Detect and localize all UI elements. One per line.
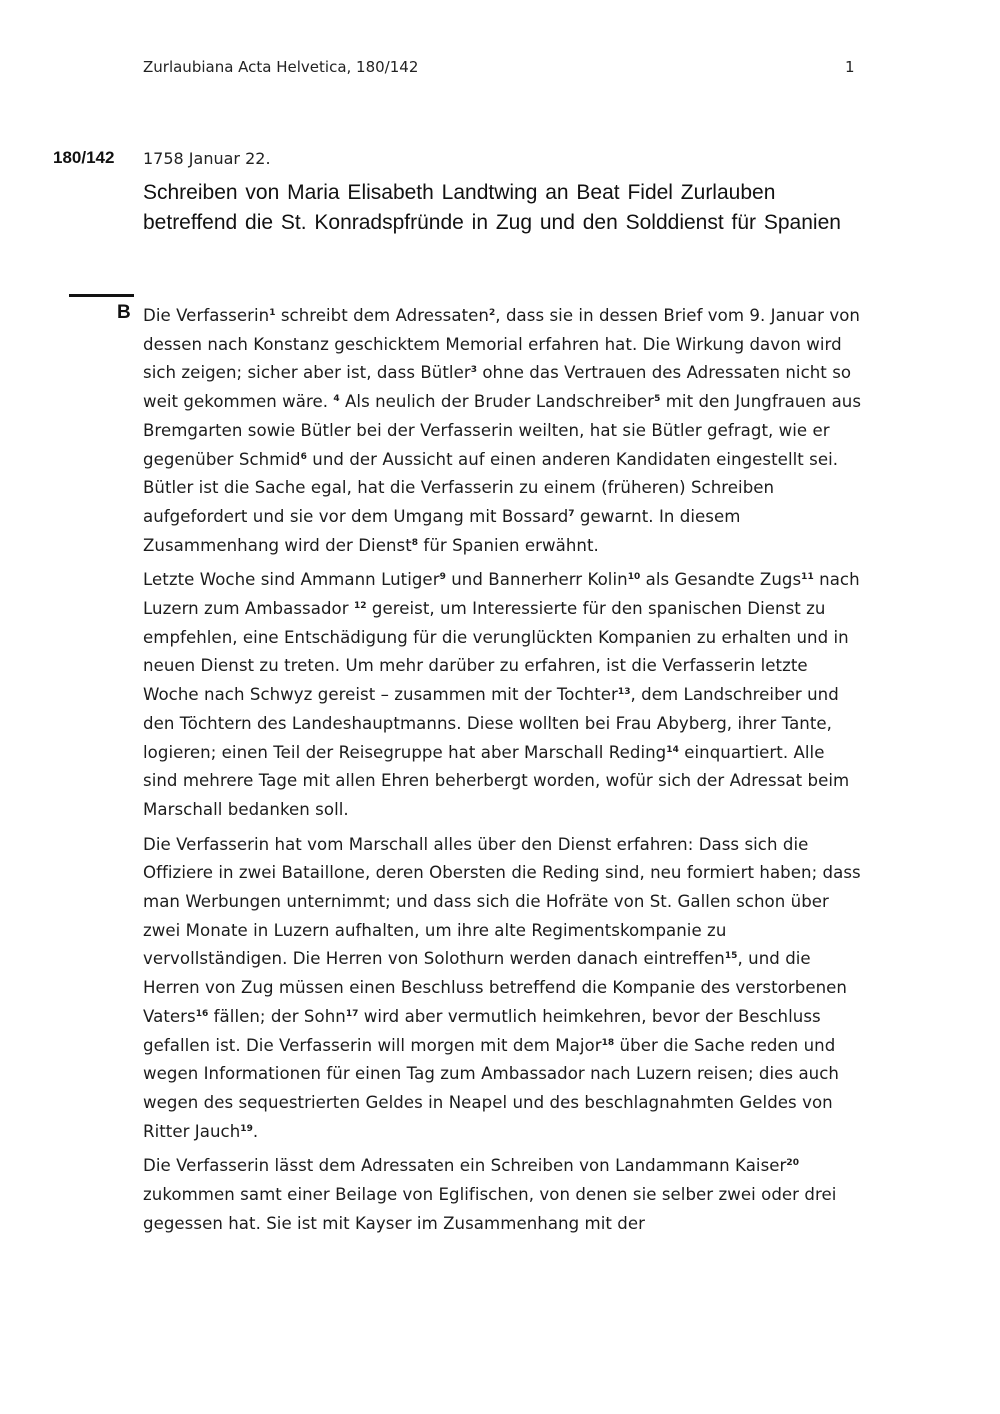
section-rule [69, 294, 134, 297]
text-run: mit den Jungfrauen aus Bremgarten sowie Bütler bei der Verfasserin weilten, hat sie Bütler gefragt, wie er gegenüber Schmid [143, 392, 862, 469]
paragraph [143, 566, 863, 824]
footnote-marker[interactable]: 12 [353, 601, 367, 612]
footnote-marker[interactable]: 5 [654, 394, 661, 405]
text-run: . [252, 1121, 259, 1141]
footnote-marker[interactable]: 6 [300, 451, 307, 462]
footnote-marker[interactable]: 17 [345, 1008, 359, 1019]
footnote-marker[interactable]: 13 [617, 687, 631, 698]
footnote-marker[interactable]: 19 [240, 1123, 253, 1134]
text-run: schreibt dem Adressaten [275, 306, 489, 325]
text-run: und der Aussicht auf einen anderen Kandidaten eingestellt sei. Bütler ist die Sache egal, hat die Verfasserin zu einem (früheren) Schreiben aufgefordert und sie vor dem Umgang mit Bossard [143, 449, 839, 526]
footnote-marker[interactable]: 20 [786, 1158, 800, 1169]
footnote-marker[interactable]: 4 [333, 394, 340, 405]
text-run: nach Luzern zum Ambassador [143, 570, 860, 619]
text-run: Letzte Woche sind Ammann Lutiger [143, 570, 440, 590]
document-number: 180/142 [53, 148, 115, 167]
footnote-marker[interactable]: 7 [568, 508, 575, 519]
margin-mark: B [117, 302, 131, 323]
paragraph [143, 831, 863, 1147]
footnote-marker[interactable]: 10 [627, 572, 641, 583]
text-run: Als neulich der Bruder Landschreiber [339, 392, 655, 412]
footnote-marker[interactable]: 2 [488, 308, 496, 318]
text-run: , dass sie in dessen Brief vom 9. Januar von dessen nach Konstanz geschicktem Memorial erfahren hat. Die Wirkung davon wird sich zeigen; sicher aber ist, dass Bütler [143, 306, 860, 383]
text-run: und Bannerherr Kolin [445, 570, 628, 590]
running-title: Zurlaubiana Acta Helvetica, 180/142 [143, 58, 419, 76]
footnote-marker[interactable]: 1 [269, 308, 276, 318]
text-run: wird aber vermutlich heimkehren, bevor der Beschluss gefallen ist. Die Verfasserin will morgen mit dem Major [143, 1006, 821, 1055]
text-run: für Spanien erwähnt. [418, 535, 599, 555]
footnote-marker[interactable]: 11 [801, 572, 814, 583]
text-run: , und die Herren von Zug müssen einen Beschluss betreffend die Kompanie des verstorbenen Vaters [143, 949, 847, 1026]
text-run: ohne das Vertrauen des Adressaten nicht so weit gekommen wäre. [143, 363, 852, 412]
document-date: 1758 Januar 22. [143, 149, 271, 168]
footnote-marker[interactable]: 9 [439, 572, 446, 583]
text-run: einquartiert. Alle sind mehrere Tage mit allen Ehren beherbergt worden, wofür sich der Adressat beim Marschall bedanken soll. [143, 742, 850, 819]
text-run: Die Verfasserin lässt dem Adressaten ein Schreiben von Landammann Kaiser [143, 1156, 787, 1176]
text-run: zukommen samt einer Beilage von Eglifischen, von denen sie selber zwei oder drei gegessen hat. Sie ist mit Kayser im Zusammenhang mit der [143, 1185, 837, 1233]
text-run: Die Verfasserin hat vom Marschall alles über den Dienst erfahren: Dass sich die Offiziere in zwei Bataillone, deren Obersten die Reding sind, neu formiert haben; dass man Werbungen unternimmt; und dass sich die Hofräte von St. Gallen schon über zwei Monate in Luzern aufhalten, um ihre alte Regimentskompanie zu vervollständigen. Die Herren von Solothurn werden danach eintreffen [143, 834, 861, 969]
text-run: fällen; der Sohn [208, 1006, 346, 1026]
paragraph [143, 302, 863, 560]
text-run: gewarnt. In diesem Zusammenhang wird der Dienst [143, 506, 741, 555]
footnote-marker[interactable]: 14 [666, 744, 679, 755]
text-run: Die Verfasserin [143, 306, 270, 325]
text-run: gereist, um Interessierte für den spanischen Dienst zu empfehlen, eine Entschädigung für die verunglückten Kompanien zu erhalten und in neuen Dienst zu treten. Um mehr darüber zu erfahren, ist die Verfasserin letzte Woche nach Schwyz gereist – zusammen mit der Tochter [143, 599, 849, 705]
footnote-marker[interactable]: 18 [601, 1037, 615, 1048]
text-run: als Gesandte Zugs [640, 570, 802, 590]
footnote-marker[interactable]: 8 [411, 537, 419, 548]
body-text [143, 302, 863, 1245]
page-number: 1 [845, 58, 855, 76]
footnote-marker[interactable]: 15 [724, 951, 738, 962]
document-title: Schreiben von Maria Elisabeth Landtwing an Beat Fidel Zurlauben betreffend die St. Konradspfründe in Zug und den Solddienst für Spanien [143, 181, 841, 234]
paragraph [143, 1152, 863, 1238]
text-run: über die Sache reden und wegen Informationen für einen Tag zum Ambassador nach Luzern reisen; dies auch wegen des sequestrierten Geldes in Neapel und des beschlagnahmten Geldes von Ritter Jauch [143, 1035, 839, 1141]
footnote-marker[interactable]: 3 [470, 365, 478, 376]
text-run: , dem Landschreiber und den Töchtern des Landeshauptmanns. Diese wollten bei Frau Abyberg, ihrer Tante, logieren; einen Teil der Reisegruppe hat aber Marschall Reding [143, 685, 839, 762]
footnote-marker[interactable]: 16 [195, 1008, 209, 1019]
